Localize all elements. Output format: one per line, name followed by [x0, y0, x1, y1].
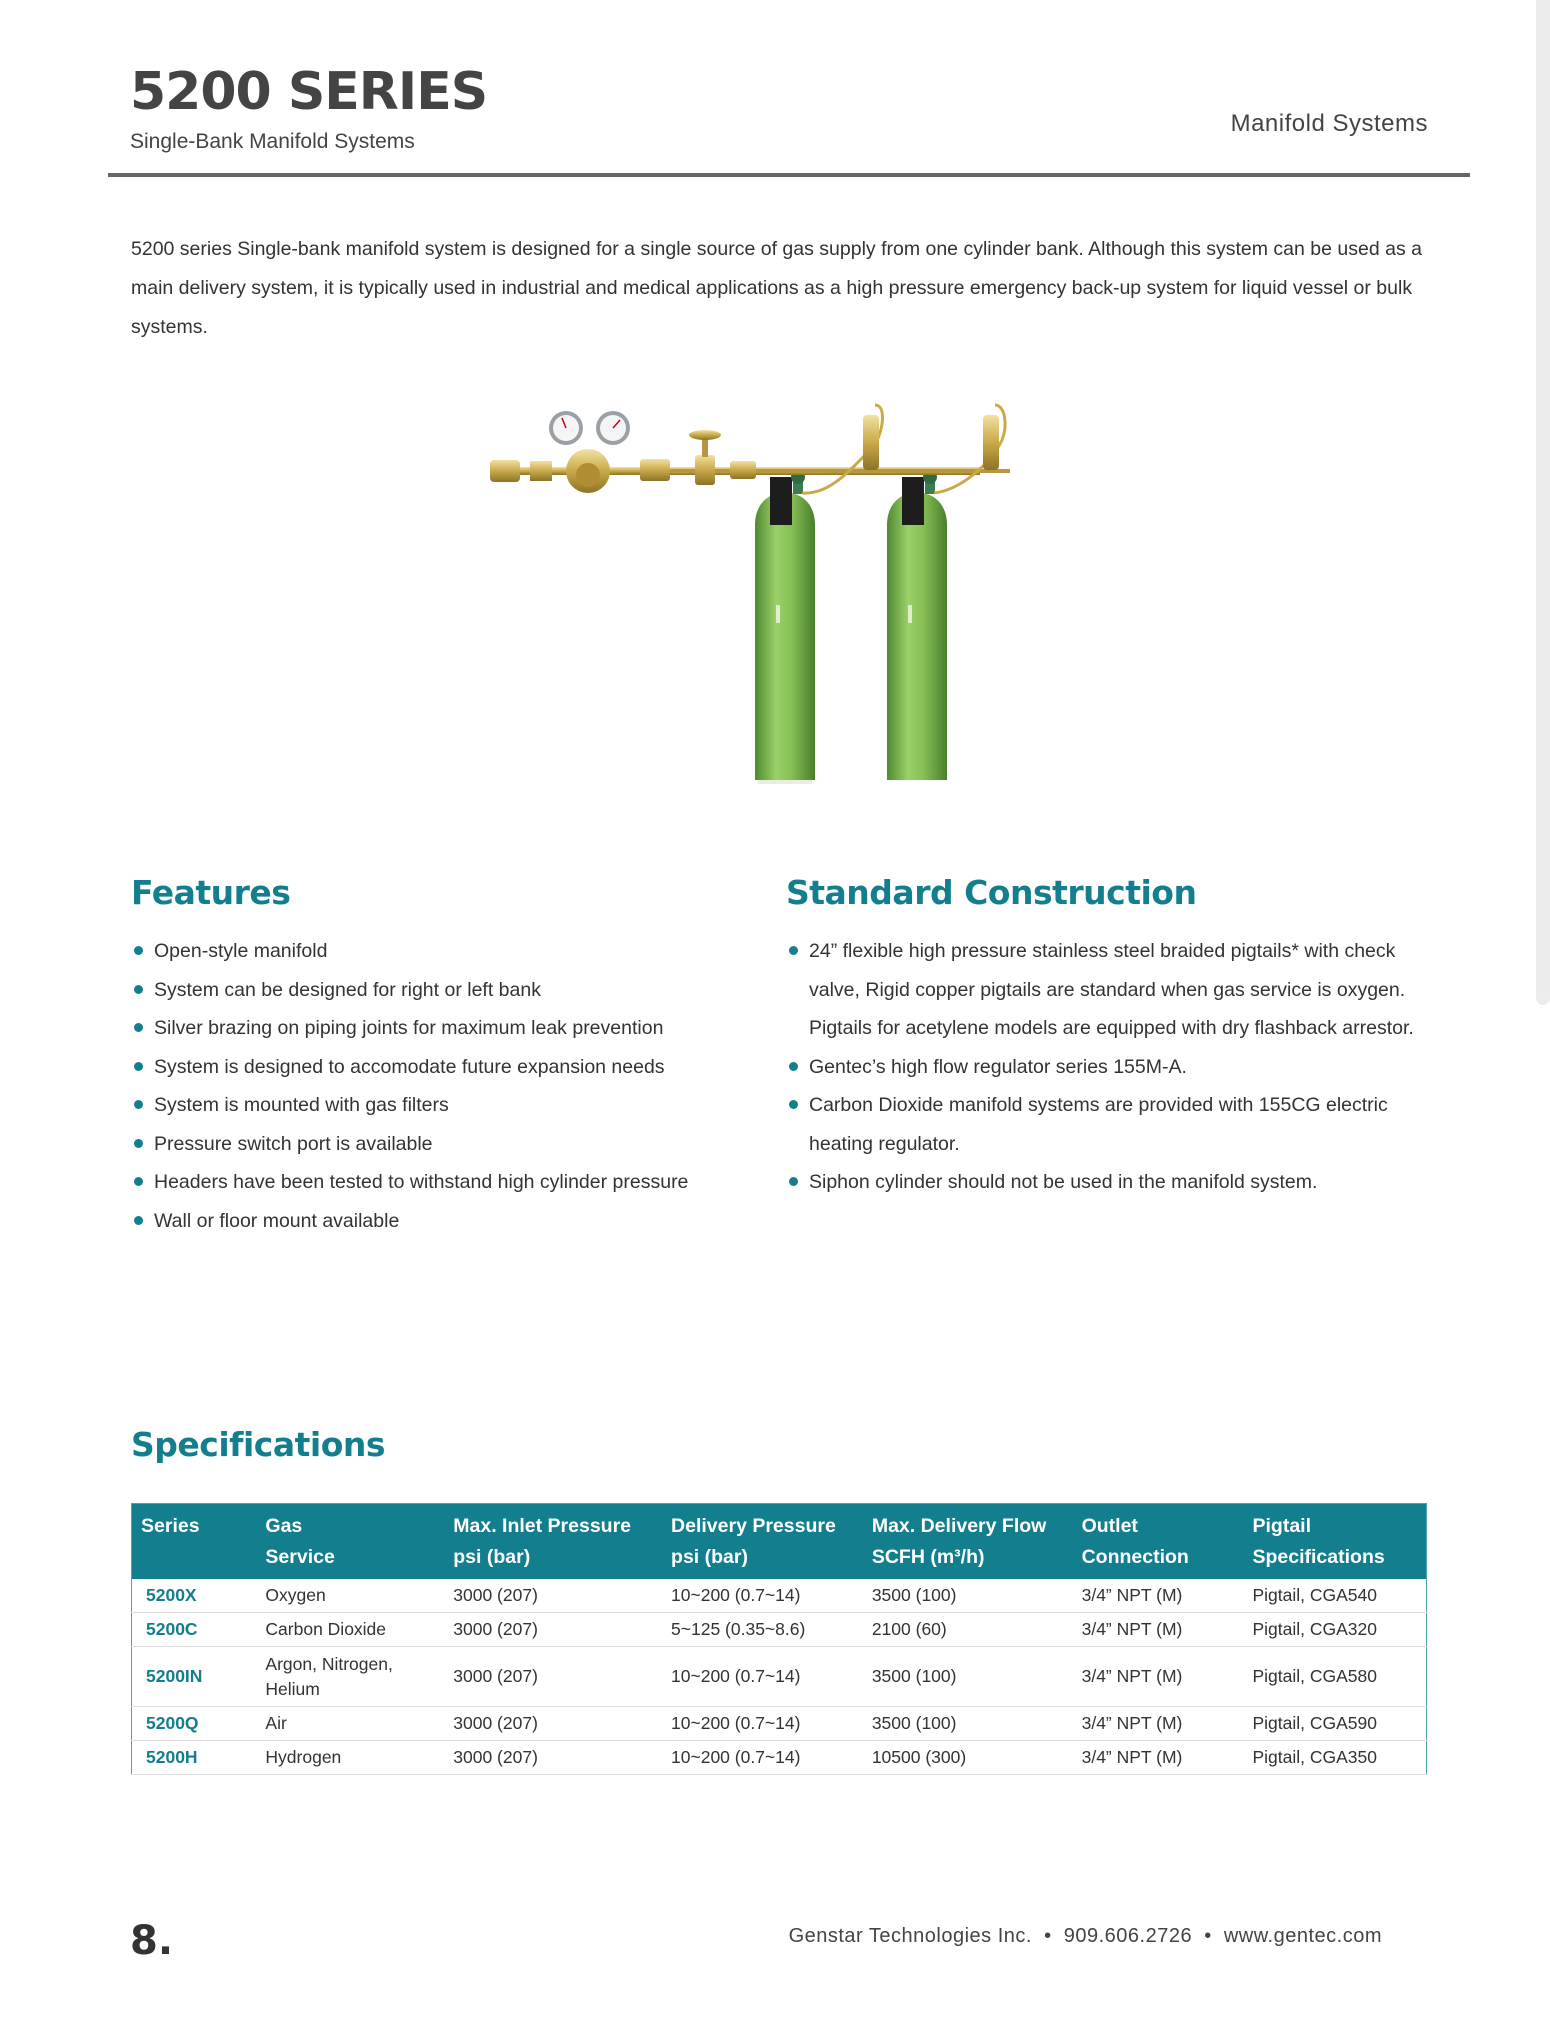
table-cell: 5200X	[132, 1579, 257, 1613]
table-cell: 10~200 (0.7~14)	[662, 1741, 863, 1775]
table-cell: 3000 (207)	[444, 1741, 662, 1775]
construction-section	[786, 873, 1436, 1202]
table-cell: 10~200 (0.7~14)	[662, 1707, 863, 1741]
header-divider	[108, 173, 1470, 177]
construction-list	[786, 932, 1436, 1202]
list-item: System is designed to accomodate future expansion needs	[131, 1048, 751, 1087]
features-list	[131, 932, 751, 1240]
table-cell: 10~200 (0.7~14)	[662, 1579, 863, 1613]
table-cell: Pigtail, CGA590	[1244, 1707, 1427, 1741]
footer-contact	[789, 1925, 1382, 1948]
table-cell: 5200IN	[132, 1647, 257, 1707]
table-cell: 5200C	[132, 1613, 257, 1647]
footer-website[interactable]: www.gentec.com	[1223, 1925, 1382, 1947]
bullet-icon	[134, 985, 143, 994]
table-cell: Pigtail, CGA540	[1244, 1579, 1427, 1613]
bullet-icon	[789, 946, 798, 955]
table-cell: Pigtail, CGA320	[1244, 1613, 1427, 1647]
table-header-row	[132, 1504, 1427, 1580]
list-item: System can be designed for right or left bank	[131, 971, 751, 1010]
bullet-icon	[134, 1062, 143, 1071]
bullet-icon	[134, 1139, 143, 1148]
column-header: Gas Service	[256, 1504, 444, 1580]
specifications-table	[131, 1503, 1427, 1775]
features-heading: Features	[131, 873, 291, 912]
page-title: 5200 SERIES	[130, 62, 488, 122]
list-item: Headers have been tested to withstand high cylinder pressure	[131, 1163, 751, 1202]
page-subtitle: Single-Bank Manifold Systems	[130, 130, 415, 153]
table-cell: 3500 (100)	[863, 1579, 1073, 1613]
cylinder-right	[887, 493, 947, 780]
column-header: Pigtail Specifications	[1244, 1504, 1427, 1580]
bullet-icon	[789, 1177, 798, 1186]
bullet-icon	[134, 1100, 143, 1109]
construction-heading: Standard Construction	[786, 873, 1197, 912]
table-cell: Hydrogen	[256, 1741, 444, 1775]
table-cell: 3000 (207)	[444, 1613, 662, 1647]
table-cell: Carbon Dioxide	[256, 1613, 444, 1647]
table-row	[132, 1741, 1427, 1775]
table-row	[132, 1579, 1427, 1613]
list-item: Silver brazing on piping joints for maximum leak prevention	[131, 1009, 751, 1048]
table-cell: 3/4” NPT (M)	[1073, 1613, 1244, 1647]
features-section	[131, 873, 751, 1240]
table-cell: 3/4” NPT (M)	[1073, 1741, 1244, 1775]
bullet-icon	[789, 1062, 798, 1071]
table-row	[132, 1613, 1427, 1647]
table-cell: 5200H	[132, 1741, 257, 1775]
table-cell: Oxygen	[256, 1579, 444, 1613]
bullet-icon	[134, 946, 143, 955]
table-cell: 3000 (207)	[444, 1647, 662, 1707]
list-item: Carbon Dioxide manifold systems are provided with 155CG electric heating regulator.	[786, 1086, 1436, 1163]
table-cell: 5~125 (0.35~8.6)	[662, 1613, 863, 1647]
footer-separator: •	[1044, 1925, 1052, 1947]
footer-company: Genstar Technologies Inc.	[788, 1925, 1032, 1947]
manifold-illustration	[490, 385, 1030, 785]
footer-phone: 909.606.2726	[1063, 1925, 1193, 1947]
list-item: 24” flexible high pressure stainless steel braided pigtails* with check valve, Rigid copper pigtails are standard when gas service is oxygen. Pigtails for acetylene models are equipped with dry flashback arrestor.	[786, 932, 1436, 1048]
bullet-icon	[134, 1216, 143, 1225]
list-item: Siphon cylinder should not be used in the manifold system.	[786, 1163, 1436, 1202]
column-header: Delivery Pressure psi (bar)	[662, 1504, 863, 1580]
table-cell: 10~200 (0.7~14)	[662, 1647, 863, 1707]
table-cell: 3500 (100)	[863, 1707, 1073, 1741]
list-item: Open-style manifold	[131, 932, 751, 971]
specifications-table-wrap	[131, 1503, 1427, 1775]
list-item: Gentec’s high flow regulator series 155M-A.	[786, 1048, 1436, 1087]
table-cell: 3/4” NPT (M)	[1073, 1647, 1244, 1707]
section-label: Manifold Systems	[1230, 110, 1428, 137]
list-item: Wall or floor mount available	[131, 1202, 751, 1241]
table-cell: Pigtail, CGA350	[1244, 1741, 1427, 1775]
product-photo	[490, 385, 1030, 785]
table-cell: Pigtail, CGA580	[1244, 1647, 1427, 1707]
table-cell: 10500 (300)	[863, 1741, 1073, 1775]
bullet-icon	[134, 1023, 143, 1032]
footer-separator: •	[1204, 1925, 1212, 1947]
page-number: 8.	[130, 1918, 174, 1964]
column-header: Outlet Connection	[1073, 1504, 1244, 1580]
specifications-heading: Specifications	[131, 1425, 386, 1464]
bullet-icon	[134, 1177, 143, 1186]
list-item: Pressure switch port is available	[131, 1125, 751, 1164]
bullet-icon	[789, 1100, 798, 1109]
table-cell: 5200Q	[132, 1707, 257, 1741]
table-cell: 3500 (100)	[863, 1647, 1073, 1707]
table-cell: 2100 (60)	[863, 1613, 1073, 1647]
table-cell: Argon, Nitrogen, Helium	[256, 1647, 444, 1707]
table-cell: Air	[256, 1707, 444, 1741]
table-row	[132, 1647, 1427, 1707]
column-header: Max. Delivery Flow SCFH (m³/h)	[863, 1504, 1073, 1580]
table-cell: 3000 (207)	[444, 1579, 662, 1613]
intro-paragraph: 5200 series Single-bank manifold system is designed for a single source of gas supply from one cylinder bank. Although this system can be used as a main delivery system, it is typically used in industrial and medical applications as a high pressure emergency back-up system for liquid vessel or bulk systems.	[131, 238, 1422, 338]
column-header: Max. Inlet Pressure psi (bar)	[444, 1504, 662, 1580]
column-header: Series	[132, 1504, 257, 1580]
list-item: System is mounted with gas filters	[131, 1086, 751, 1125]
table-cell: 3/4” NPT (M)	[1073, 1579, 1244, 1613]
table-row	[132, 1707, 1427, 1741]
table-cell: 3/4” NPT (M)	[1073, 1707, 1244, 1741]
scrollbar[interactable]	[1536, 0, 1550, 1005]
table-cell: 3000 (207)	[444, 1707, 662, 1741]
cylinder-left	[755, 493, 815, 784]
